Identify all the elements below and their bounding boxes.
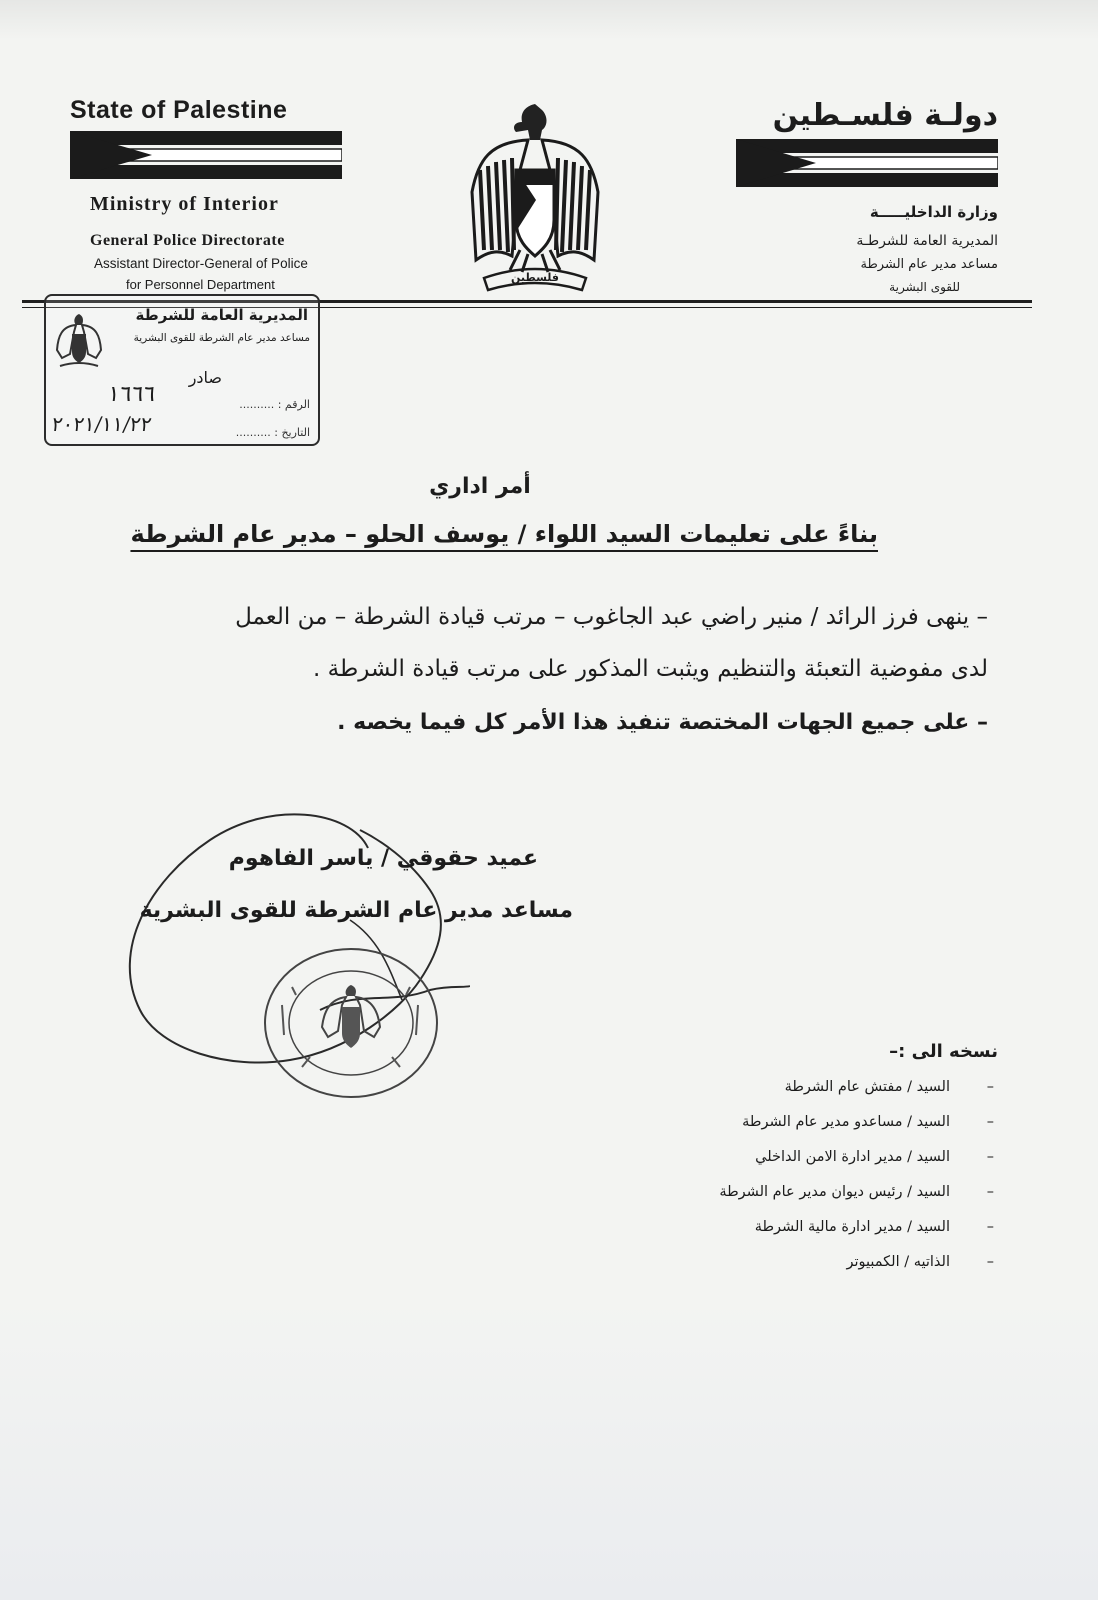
- scan-shadow: [0, 0, 1098, 40]
- list-item: – السيد / مفتش عام الشرطة: [784, 1079, 994, 1095]
- document-title: أمر اداري: [429, 474, 531, 499]
- order-paragraph: – على جميع الجهات المختصة تنفيذ هذا الأمر كل فيما يخصه .: [337, 710, 988, 735]
- ministry-en: Ministry of Interior: [90, 193, 279, 215]
- copies-list: [719, 1075, 994, 1285]
- list-item: – السيد / رئيس ديوان مدير عام الشرطة: [719, 1184, 994, 1200]
- stamp-assistant: مساعد مدير عام الشرطة للقوى البشرية: [133, 332, 310, 344]
- order-paragraph: لدى مفوضية التعبئة والتنظيم ويثبت المذكور على مرتب قيادة الشرطة .: [313, 656, 988, 682]
- stamp-directorate: المديرية العامة للشرطة: [135, 306, 308, 324]
- scan-tone: [0, 1300, 1098, 1600]
- order-paragraph: – ينهى فرز الرائد / منير راضي عبد الجاغوب – مرتب قيادة الشرطة – من العمل: [235, 604, 988, 630]
- header-right: [708, 98, 998, 294]
- directorate-en: General Police Directorate: [90, 232, 285, 249]
- palestine-flag-icon: [70, 131, 342, 181]
- directorate-ar: المديرية العامة للشرطـة: [856, 233, 998, 249]
- department-en: for Personnel Department: [126, 277, 275, 292]
- palestine-flag-icon: [736, 139, 998, 189]
- round-seal-icon: [262, 945, 440, 1100]
- copies-title: نسخه الى :–: [889, 1041, 998, 1062]
- stamp-status: صادر: [188, 368, 222, 387]
- stamp-date: ٢٠٢١/١١/٢٢: [50, 412, 154, 436]
- stamp-number: ١٦٦٦: [106, 382, 158, 407]
- ministry-ar: وزارة الداخليـــــة: [869, 203, 998, 221]
- header-left: [70, 96, 360, 292]
- list-item: – السيد / مدير ادارة مالية الشرطة: [754, 1219, 994, 1235]
- assistant-en: Assistant Director-General of Police: [94, 256, 308, 271]
- emblem-label: فلسطين: [511, 271, 559, 284]
- signatory-title: مساعد مدير عام الشرطة للقوى البشرية: [139, 898, 573, 923]
- list-item: – الذاتيه / الكمبيوتر: [846, 1254, 994, 1270]
- outgoing-stamp: [44, 294, 320, 446]
- state-title-ar: دولـة فلسـطين: [772, 98, 998, 133]
- document-subtitle: بناءً على تعليمات السيد اللواء / يوسف الحلو – مدير عام الشرطة: [130, 520, 878, 548]
- stamp-number-label: الرقم : ..........: [239, 398, 310, 411]
- stamp-date-label: التاريخ : ..........: [235, 426, 310, 439]
- assistant-ar: مساعد مدير عام الشرطة: [860, 257, 998, 272]
- eagle-emblem-icon: [470, 100, 600, 295]
- department-ar: للقوى البشرية: [889, 280, 960, 294]
- list-item: – السيد / مساعدو مدير عام الشرطة: [742, 1114, 994, 1130]
- stamp-emblem-icon: [54, 310, 104, 372]
- signatory-name: عميد حقوقي / ياسر الفاهوم: [228, 846, 538, 871]
- list-item: – السيد / مدير ادارة الامن الداخلي: [755, 1149, 994, 1165]
- state-title-en: State of Palestine: [70, 96, 288, 124]
